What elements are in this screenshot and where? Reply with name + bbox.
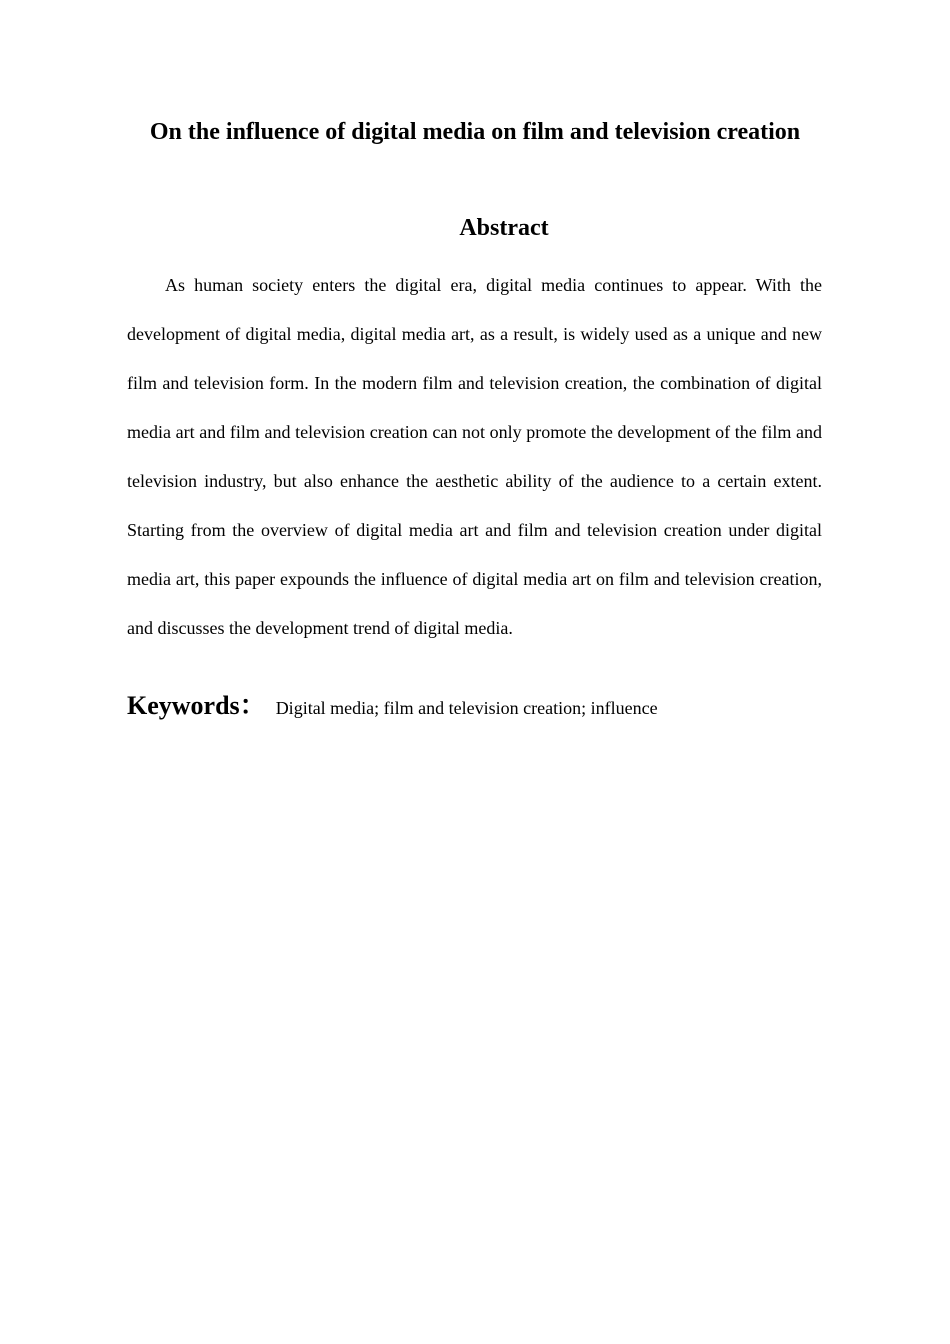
keywords-text: Digital media; film and television creation; influence (275, 698, 658, 718)
keywords-separator: ： (239, 691, 266, 720)
paper-title: On the influence of digital media on film and television creation (149, 119, 801, 145)
abstract-paragraph: As human society enters the digital era, digital media continues to appear. With the development of digital media, digital media art, as a result, is widely used as a unique and new film and television form. In the modern film and television creation, the combination of digital media art and film and television creation can not only promote the development of the film and television industry, but also enhance the aesthetic ability of the audience to a certain extent. Starting from the overview of digital media art and film and television creation under digital media art, this paper expounds the influence of digital media art on film and television creation, and discusses the development trend of digital media. (127, 275, 822, 638)
keywords-line (127, 686, 827, 728)
keywords-label: Keywords (127, 691, 240, 720)
abstract-heading: Abstract (459, 215, 549, 241)
